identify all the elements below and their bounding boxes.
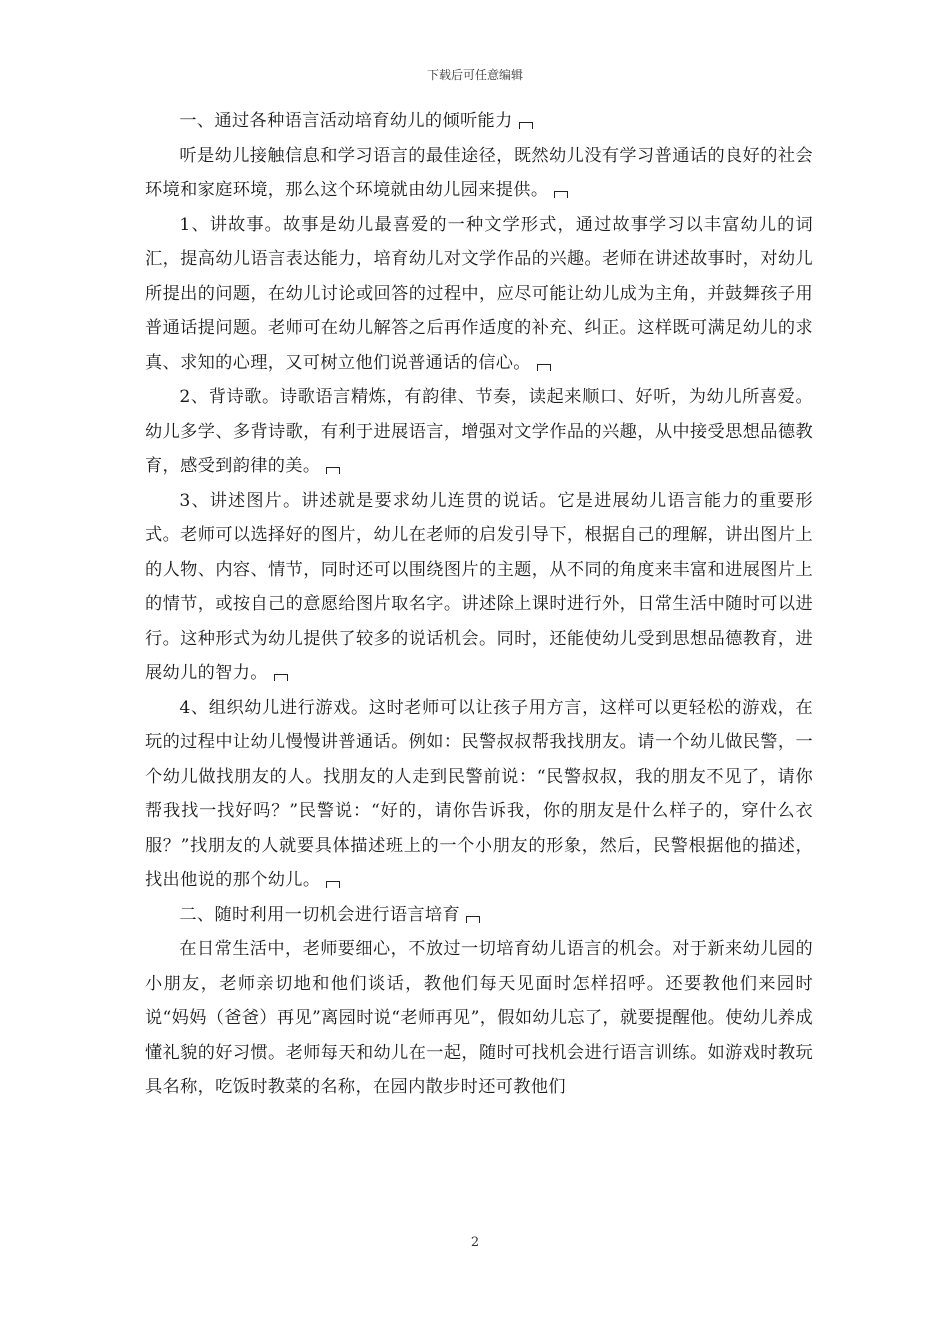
paragraph-mark-icon xyxy=(466,916,480,923)
paragraph-games xyxy=(145,691,813,898)
paragraph-poetry xyxy=(145,380,813,484)
paragraph-text: 听是幼儿接触信息和学习语言的最佳途径，既然幼儿没有学习普通话的良好的社会环境和家庭环境，那么这个环境就由幼儿园来提供。 xyxy=(145,145,813,200)
paragraph-story xyxy=(145,208,813,381)
paragraph-mark-icon xyxy=(326,467,340,474)
paragraph-intro xyxy=(145,139,813,208)
paragraph-text: 2、背诗歌。诗歌语言精炼，有韵律、节奏，读起来顺口、好听，为幼儿所喜爱。幼儿多学、多背诗歌，有利于进展语言，增强对文学作品的兴趣，从中接受思想品德教育，感受到韵律的美。 xyxy=(145,387,813,476)
paragraph-text: 在日常生活中，老师要细心，不放过一切培育幼儿语言的机会。对于新来幼儿园的小朋友，老师亲切地和他们谈话，教他们每天见面时怎样招呼。还要教他们来园时说“妈妈（爸爸）再见”离园时说“老师再见”，假如幼儿忘了，就要提醒他。使幼儿养成懂礼貌的好习惯。老师每天和幼儿在一起，随时可找机会进行语言训练。如游戏时教玩具名称，吃饭时教菜的名称，在园内散步时还可教他们 xyxy=(145,939,813,1097)
section-heading-2 xyxy=(145,898,813,933)
page-header: 下载后可任意编辑 xyxy=(426,68,523,82)
document-body xyxy=(145,104,813,1105)
paragraph-mark-icon xyxy=(537,364,551,371)
paragraph-mark-icon xyxy=(274,674,288,681)
paragraph-mark-icon xyxy=(326,881,340,888)
paragraph-mark-icon xyxy=(554,191,568,198)
paragraph-text: 二、随时利用一切机会进行语言培育 xyxy=(179,904,460,925)
paragraph-text: 3、讲述图片。讲述就是要求幼儿连贯的说话。它是进展幼儿语言能力的重要形式。老师可以选择好的图片，幼儿在老师的启发引导下，根据自己的理解，讲出图片上的人物、内容、情节，同时还可以围绕图片的主题，从不同的角度来丰富和进展图片上的情节，或按自己的意愿给图片取名字。讲述除上课时进行外，日常生活中随时可以进行。这种形式为幼儿提供了较多的说话机会。同时，还能使幼儿受到思想品德教育，进展幼儿的智力。 xyxy=(145,490,813,683)
paragraph-pictures xyxy=(145,484,813,691)
paragraph-text: 1、讲故事。故事是幼儿最喜爱的一种文学形式，通过故事学习以丰富幼儿的词汇，提高幼儿语言表达能力，培育幼儿对文学作品的兴趣。老师在讲述故事时，对幼儿所提出的问题，在幼儿讨论或回答的过程中，应尽可能让幼儿成为主角，并鼓舞孩子用普通话提问题。老师可在幼儿解答之后再作适度的补充、纠正。这样既可满足幼儿的求真、求知的心理，又可树立他们说普通话的信心。 xyxy=(145,214,813,373)
paragraph-text: 4、组织幼儿进行游戏。这时老师可以让孩子用方言，这样可以更轻松的游戏，在玩的过程中让幼儿慢慢讲普通话。例如：民警叔叔帮我找朋友。请一个幼儿做民警，一个幼儿做找朋友的人。找朋友的人走到民警前说：“民警叔叔，我的朋友不见了，请你帮我找一找好吗？”民警说：“好的，请你告诉我，你的朋友是什么样子的，穿什么衣服？”找朋友的人就要具体描述班上的一个小朋友的形象，然后，民警根据他的描述，找出他说的那个幼儿。 xyxy=(145,697,813,890)
paragraph-daily-life xyxy=(145,932,813,1105)
paragraph-mark-icon xyxy=(519,122,533,129)
page-number: 2 xyxy=(470,1235,480,1250)
section-heading-1 xyxy=(145,104,813,139)
paragraph-text: 一、通过各种语言活动培育幼儿的倾听能力 xyxy=(179,111,513,131)
